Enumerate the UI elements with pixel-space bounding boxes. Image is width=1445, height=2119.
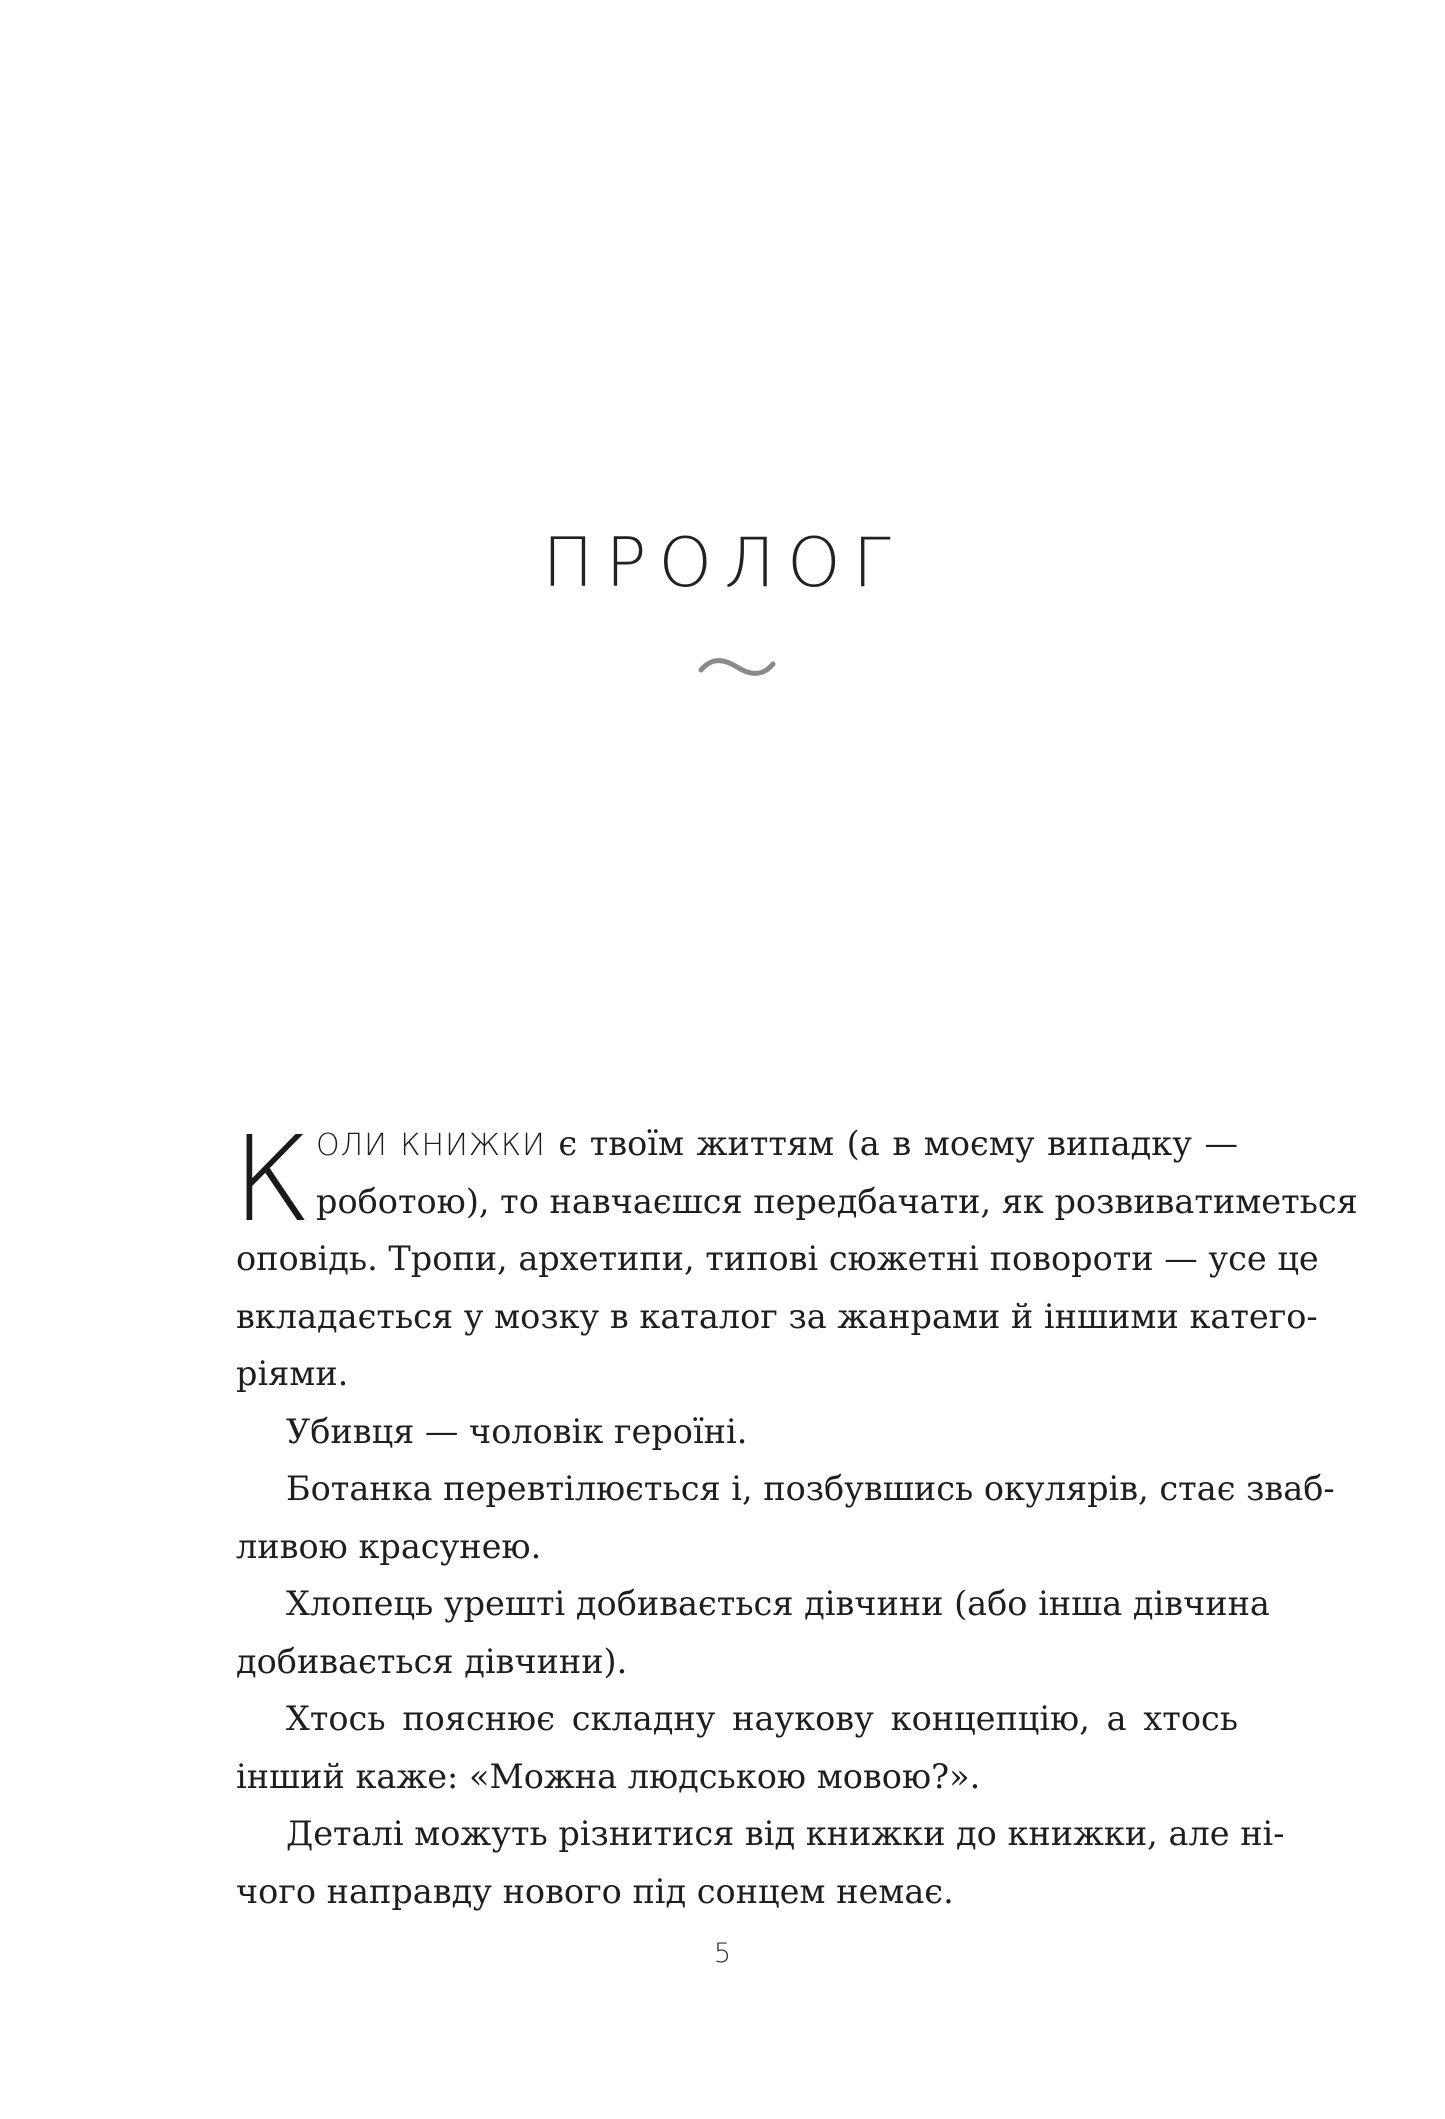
text-line: ливою красунею. bbox=[236, 1526, 542, 1566]
chapter-title: ПРОЛОГ bbox=[542, 524, 903, 603]
tilde-ornament-icon bbox=[697, 654, 777, 680]
text-line: Ботанка перевтілюється і, позбувшись окулярів, стає зваб- bbox=[286, 1469, 1335, 1508]
text-line: Убивця — чоловік героїні. bbox=[286, 1411, 748, 1451]
text-line: інший каже: «Можна людською мовою?». bbox=[236, 1756, 981, 1796]
text-line: роботою), то навчаєшся передбачати, як розвиватиметься bbox=[316, 1181, 1358, 1221]
text-line: чого направду нового під сонцем немає. bbox=[236, 1871, 954, 1911]
text-line: Хтось пояснює складну наукову концепцію, а хтось bbox=[286, 1699, 1238, 1738]
prologue-text bbox=[236, 1115, 1358, 1920]
text-line: добивається дівчини). bbox=[236, 1641, 628, 1681]
page-number: 5 bbox=[713, 1938, 732, 1969]
drop-cap-letter: К bbox=[232, 1110, 312, 1248]
text-line: ріями. bbox=[236, 1354, 349, 1393]
text-line: Деталі можуть різнитися від книжки до книжки, але ні- bbox=[286, 1814, 1285, 1853]
text-line: вкладається у мозку в каталог за жанрами й іншими катего- bbox=[236, 1296, 1318, 1336]
text-line: ОЛИ КНИЖКИ є твоїм життям (а в моєму випадку — bbox=[316, 1124, 1239, 1163]
text-line: Хлопець урешті добивається дівчини (або інша дівчина bbox=[286, 1584, 1270, 1623]
lead-small-caps: ОЛИ КНИЖКИ bbox=[316, 1128, 546, 1163]
text-line: оповідь. Тропи, архетипи, типові сюжетні повороти — усе це bbox=[236, 1239, 1319, 1278]
